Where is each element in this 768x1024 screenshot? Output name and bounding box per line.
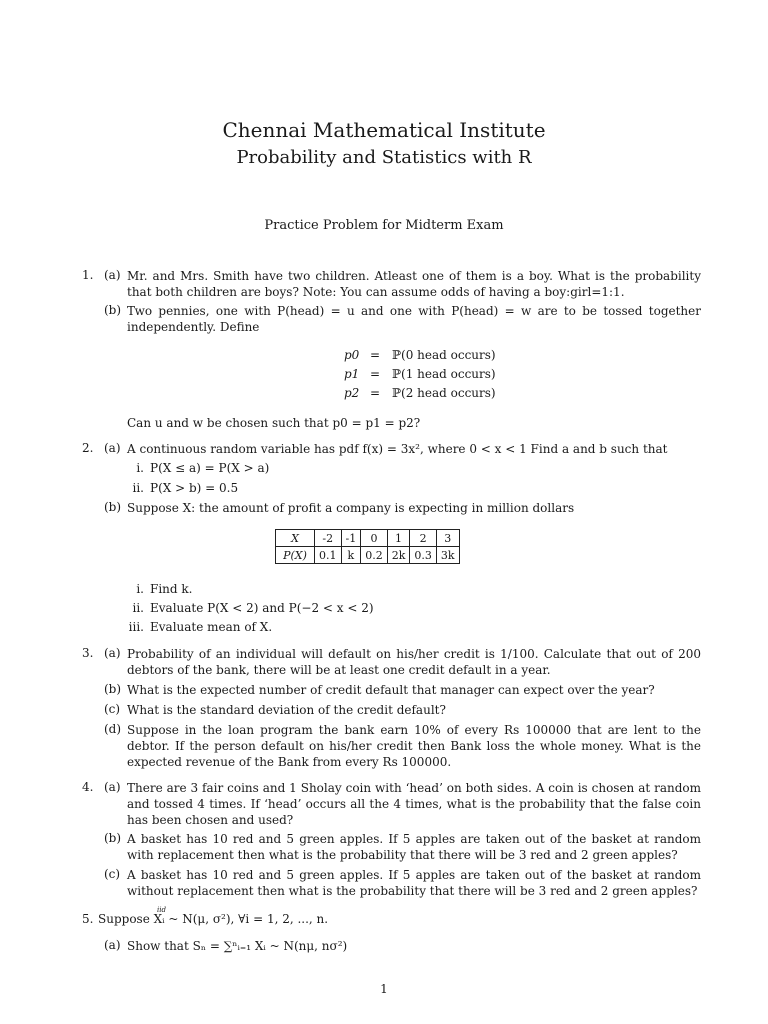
def-rhs: ℙ(1 head occurs) (392, 367, 496, 381)
def-lhs: p1 (344, 367, 360, 381)
def-row (340, 348, 500, 367)
q3b-label: (b) (104, 682, 122, 696)
q2a-item-label: ii. (132, 481, 144, 495)
q2b-item-label: i. (136, 582, 144, 596)
table-cell: 3 (436, 530, 459, 547)
table-cell: 0.2 (361, 547, 388, 564)
q4c-label: (c) (104, 867, 121, 881)
table-cell: P(X) (276, 547, 315, 564)
def-rhs: ℙ(2 head occurs) (392, 386, 496, 400)
def-eq: = (370, 367, 381, 381)
q3a-text: Probability of an individual will default on his/her credit is 1/100. Calculate that out of 200 debtors of the bank, there will be at least one credit default in a year. (127, 647, 701, 677)
q2a-text: A continuous random variable has pdf f(x) = 3x², where 0 < x < 1 Find a and b such that (127, 442, 668, 456)
q1a-label: (a) (104, 268, 121, 282)
def-lhs: p2 (344, 386, 360, 400)
table-cell: 3k (436, 547, 459, 564)
q2b-item-label: iii. (128, 620, 144, 634)
q2a-item-text: P(X ≤ a) = P(X > a) (150, 461, 270, 475)
q3c-text: What is the standard deviation of the credit default? (127, 703, 446, 717)
table-cell: 2 (410, 530, 437, 547)
q1a-text: Mr. and Mrs. Smith have two children. Atleast one of them is a boy. What is the probability that both children are boys? Note: You can assume odds of having a boy:girl=1:1. (127, 269, 701, 299)
q3d-label: (d) (104, 722, 122, 736)
q2b-label: (b) (104, 500, 122, 514)
table-cell: 0.1 (315, 547, 342, 564)
table-cell: X (276, 530, 315, 547)
q2b-item-text: Evaluate mean of X. (150, 620, 273, 634)
q4c-text: A basket has 10 red and 5 green apples. If 5 apples are taken out of the basket at random without replacement then what is the probability that there will be 3 red and 2 green apples? (127, 868, 701, 898)
table-cell: 1 (387, 530, 410, 547)
table-cell: 2k (387, 547, 410, 564)
def-eq: = (370, 386, 381, 400)
iid-annotation: iid (157, 906, 166, 914)
table-cell: k (341, 547, 361, 564)
q2a-item-text: P(X > b) = 0.5 (150, 481, 239, 495)
q3d-text: Suppose in the loan program the bank earn 10% of every Rs 100000 that are lent to the debtor. If the person default on his/her credit then Bank loss the whole money. What is the expected revenue of the Bank from every Rs 100000. (127, 723, 701, 769)
q2b-text: Suppose X: the amount of profit a company is expecting in million dollars (127, 501, 575, 515)
q4b-text: A basket has 10 red and 5 green apples. If 5 apples are taken out of the basket at random with replacement then what is the probability that there will be 3 red and 2 green apples? (127, 832, 701, 862)
q1b-question: Can u and w be chosen such that p0 = p1 = p2? (127, 416, 421, 430)
table-cell: -1 (341, 530, 361, 547)
q5-number: 5. (82, 912, 94, 926)
table-cell: 0 (361, 530, 388, 547)
q2b-item-text: Find k. (150, 582, 193, 596)
table-cell: -2 (315, 530, 342, 547)
q4b-label: (b) (104, 831, 122, 845)
table-row (276, 530, 460, 547)
page-number: 1 (380, 982, 388, 996)
q3c-label: (c) (104, 702, 121, 716)
table-row (276, 547, 460, 564)
q1b-label: (b) (104, 303, 122, 317)
exam-subtitle: Practice Problem for Midterm Exam (264, 218, 504, 233)
q3a-label: (a) (104, 646, 121, 660)
q5a-label: (a) (104, 938, 121, 952)
q5a-text: Show that Sₙ = ∑ⁿᵢ₌₁ Xᵢ ~ N(nμ, nσ²) (127, 939, 348, 953)
def-row (340, 367, 500, 386)
q4a-text: There are 3 fair coins and 1 Sholay coin with ‘head’ on both sides. A coin is chosen at random and tossed 4 times. If ‘head’ occurs all the 4 times, what is the probability that the false coin has been chosen and used? (127, 781, 701, 827)
course-title: Probability and Statistics with R (236, 147, 532, 168)
institute-title: Chennai Mathematical Institute (222, 118, 546, 142)
q2b-item-text: Evaluate P(X < 2) and P(−2 < x < 2) (150, 601, 374, 615)
q2a-item-label: i. (136, 461, 144, 475)
q2-number: 2. (82, 441, 94, 455)
q2a-label: (a) (104, 441, 121, 455)
q5-text: Suppose Xᵢ ~ N(μ, σ²), ∀i = 1, 2, ..., n. (98, 912, 329, 926)
q3-number: 3. (82, 646, 94, 660)
q4a-label: (a) (104, 780, 121, 794)
probability-table (275, 529, 460, 564)
q2b-item-label: ii. (132, 601, 144, 615)
q3b-text: What is the expected number of credit default that manager can expect over the year? (127, 683, 655, 697)
q1-number: 1. (82, 268, 94, 282)
table-cell: 0.3 (410, 547, 437, 564)
def-row (340, 386, 500, 405)
q4-number: 4. (82, 780, 94, 794)
q1-definitions (340, 348, 500, 405)
def-lhs: p0 (344, 348, 360, 362)
q1b-text: Two pennies, one with P(head) = u and one with P(head) = w are to be tossed together independently. Define (127, 304, 701, 334)
def-eq: = (370, 348, 381, 362)
def-rhs: ℙ(0 head occurs) (392, 348, 496, 362)
